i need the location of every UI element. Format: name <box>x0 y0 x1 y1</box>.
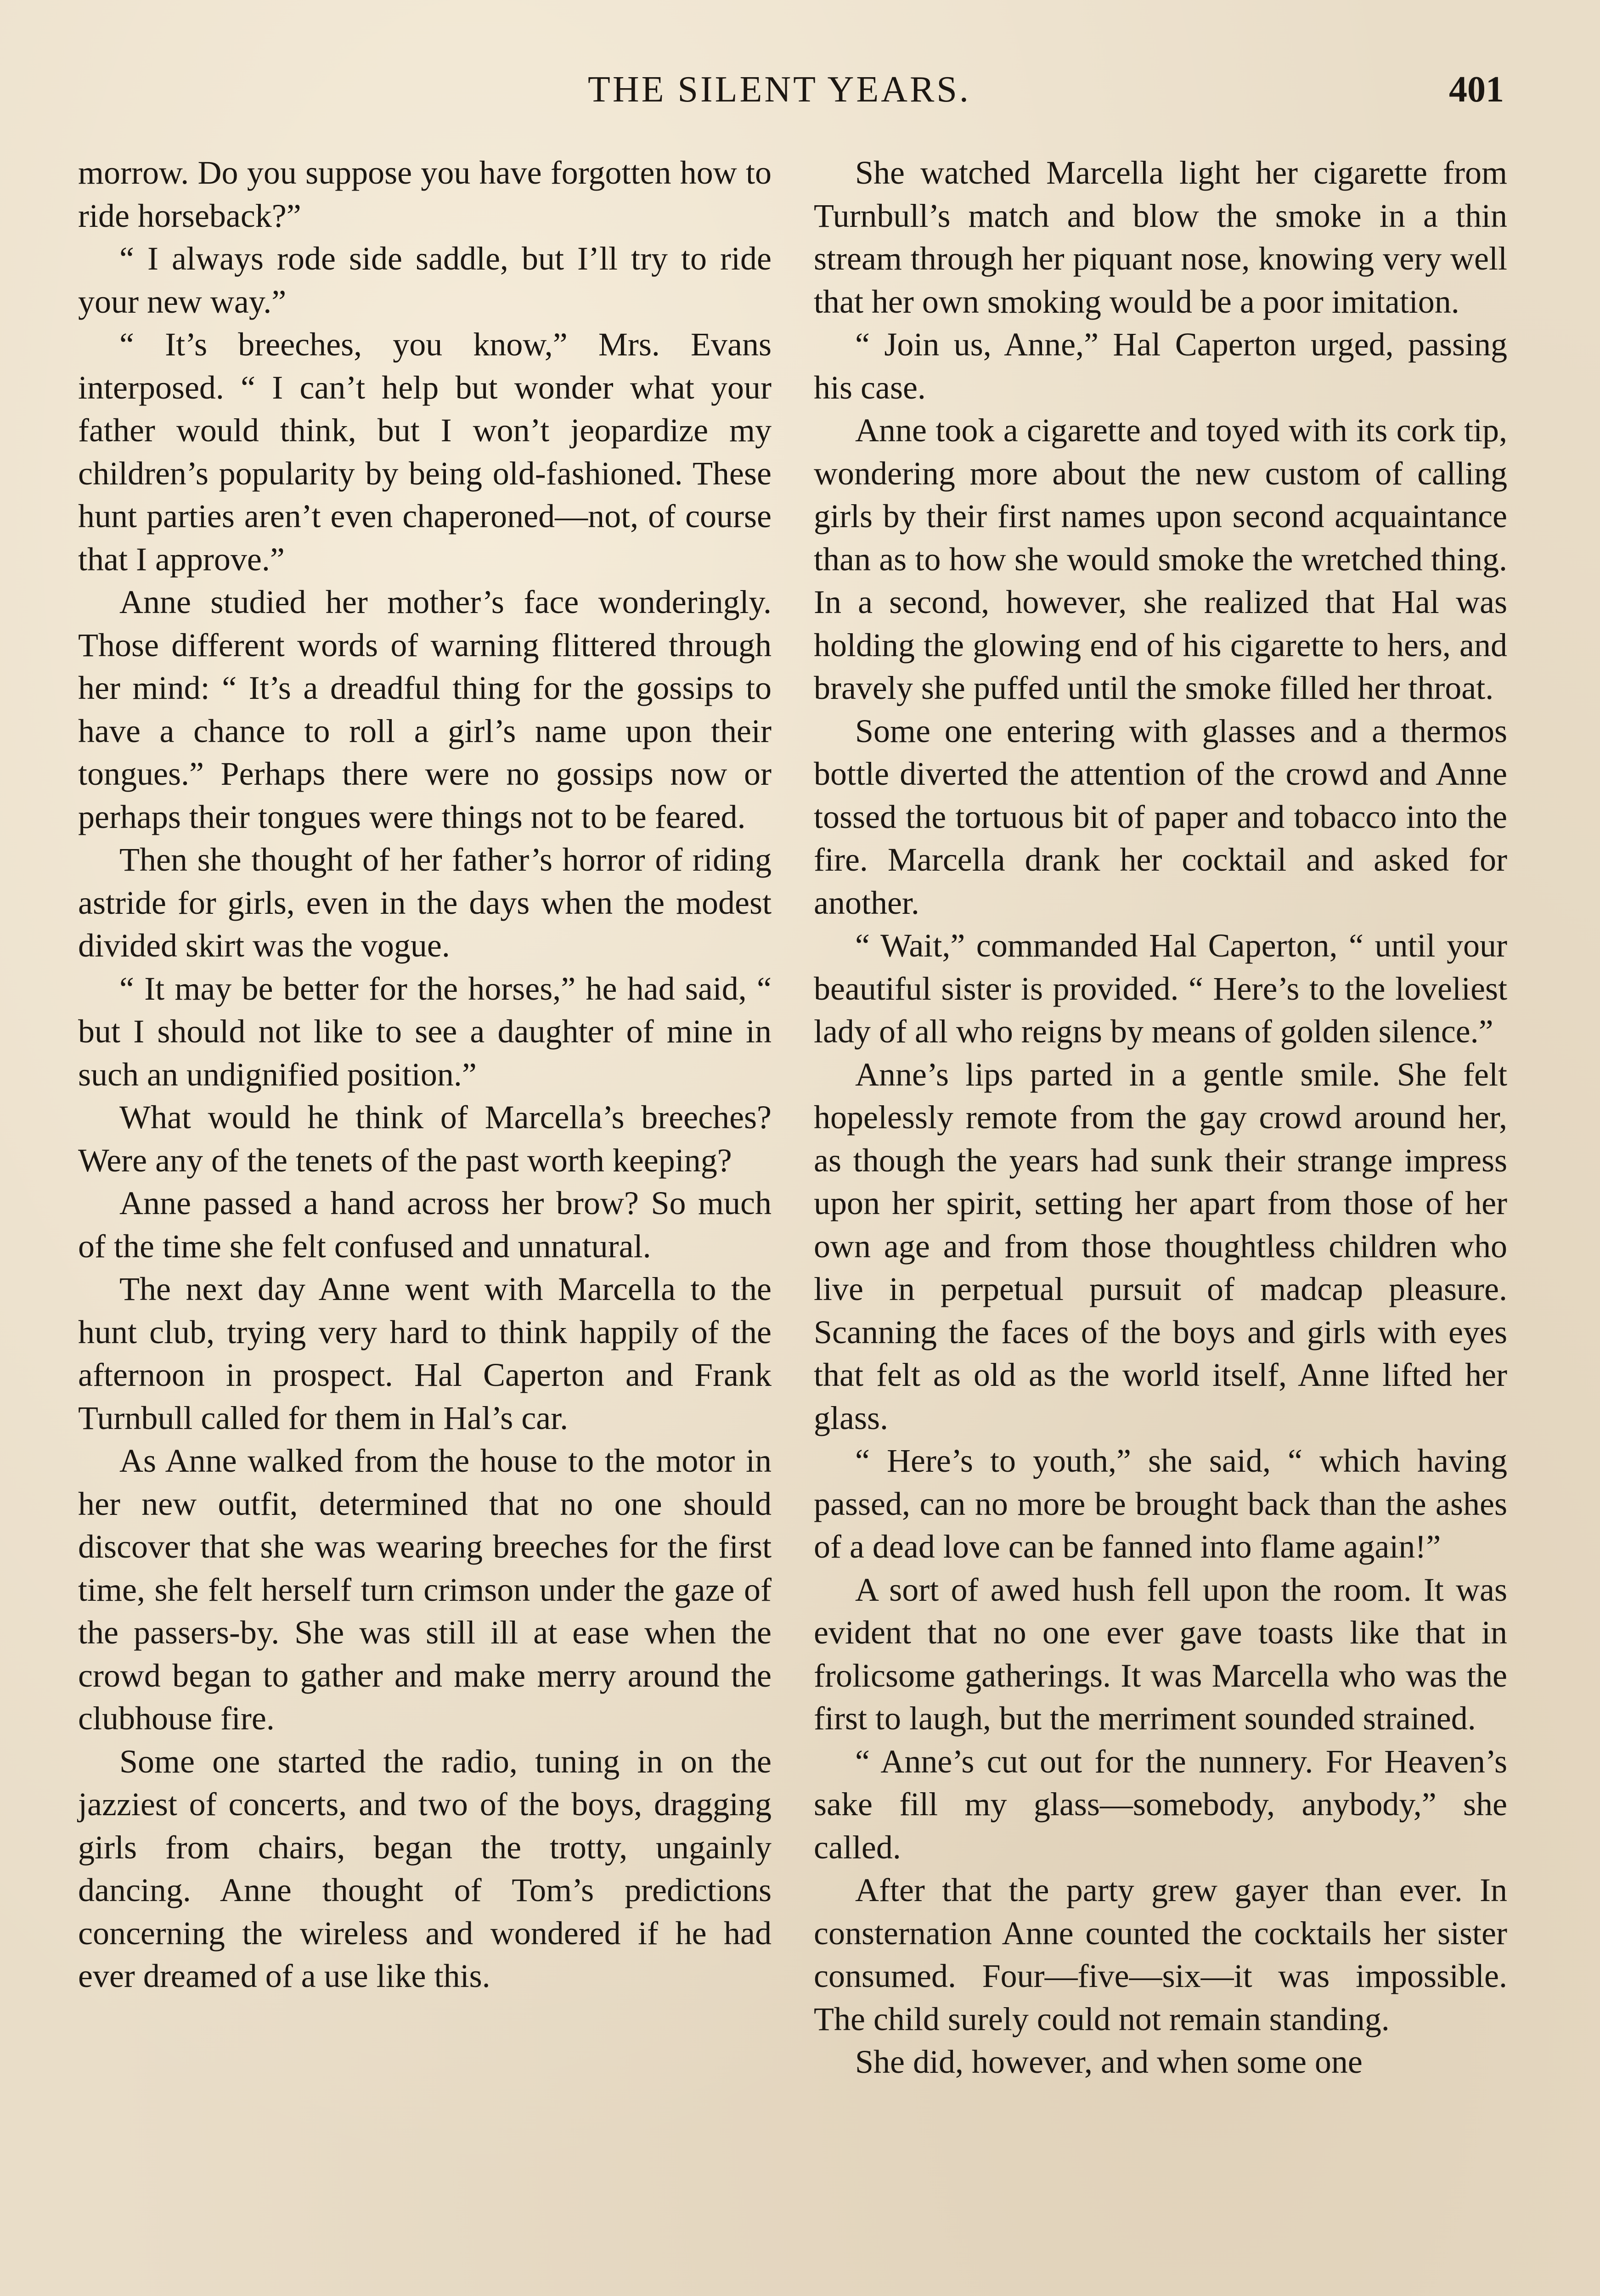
running-head: THE SILENT YEARS. <box>588 69 971 110</box>
paragraph: “ It may be better for the horses,” he had said, “ but I should not like to see a daughter of mine in such an undignified position.” <box>78 970 772 1093</box>
paragraph: Anne took a cigarette and toyed with its cork tip, wondering more about the new custom of calling girls by their first names upon second acquaintance than as to how she would smoke the wretched thing. In a second, however, she realized that Hal was holding the glowing end of his cigarette to hers, and bravely she puffed until the smoke filled her throat. <box>814 412 1507 706</box>
paragraph: “ Anne’s cut out for the nunnery. For Heaven’s sake fill my glass—somebody, anybody,” she called. <box>814 1743 1507 1866</box>
paragraph: morrow. Do you suppose you have forgotten how to ride horseback?” <box>78 154 772 234</box>
right-column <box>814 152 1507 2084</box>
paragraph: What would he think of Marcella’s breeches? Were any of the tenets of the past worth keeping? <box>78 1099 772 1179</box>
paragraph: Anne passed a hand across her brow? So much of the time she felt confused and unnatural. <box>78 1185 772 1265</box>
paragraph: “ It’s breeches, you know,” Mrs. Evans interposed. “ I can’t help but wonder what your father would think, but I won’t jeopardize my children’s popularity by being old-fashioned. These hunt parties aren’t even chaperoned—not, of course that I approve.” <box>78 326 772 578</box>
paragraph: “ I always rode side saddle, but I’ll try to ride your new way.” <box>78 240 772 320</box>
paragraph: She did, however, and when some one <box>855 2043 1363 2080</box>
paragraph: The next day Anne went with Marcella to the hunt club, trying very hard to think happily of the afternoon in prospect. Hal Caperton and Frank Turnbull called for them in Hal’s car. <box>78 1271 772 1436</box>
paragraph: Anne studied her mother’s face wonderingly. Those different words of warning flittered through her mind: “ It’s a dreadful thing for the gossips to have a chance to roll a girl’s name upon their tongues.” Perhaps there were no gossips now or perhaps their tongues were things not to be feared. <box>78 584 772 835</box>
paragraph: She watched Marcella light her cigarette from Turnbull’s match and blow the smoke in a thin stream through her piquant nose, knowing very well that her own smoking would be a poor imitation. <box>814 154 1507 320</box>
paragraph: “ Here’s to youth,” she said, “ which having passed, can no more be brought back than the ashes of a dead love can be fanned into flame again!” <box>814 1442 1507 1565</box>
paragraph: Some one entering with glasses and a thermos bottle diverted the attention of the crowd and Anne tossed the tortuous bit of paper and tobacco into the fire. Marcella drank her cocktail and asked for another. <box>814 712 1507 921</box>
left-column <box>78 152 772 1998</box>
paragraph: After that the party grew gayer than ever. In consternation Anne counted the cocktails her sister consumed. Four—five—six—it was impossible. The child surely could not remain standing. <box>814 1872 1507 2037</box>
page-header <box>78 69 1509 124</box>
paragraph: Some one started the radio, tuning in on the jazziest of concerts, and two of the boys, dragging girls from chairs, began the trotty, ungainly dancing. Anne thought of Tom’s predictions concerning the wireless and wondered if he had ever dreamed of a use like this. <box>78 1743 772 1994</box>
paragraph: Then she thought of her father’s horror of riding astride for girls, even in the days when the modest divided skirt was the vogue. <box>78 841 772 964</box>
page-number: 401 <box>1449 69 1504 110</box>
paragraph: Anne’s lips parted in a gentle smile. She felt hopelessly remote from the gay crowd around her, as though the years had sunk their strange impress upon her spirit, setting her apart from those of her own age and from those thoughtless children who live in perpetual pursuit of madcap pleasure. Scanning the faces of the boys and girls with eyes that felt as old as the world itself, Anne lifted her glass. <box>814 1056 1507 1436</box>
paragraph: “ Join us, Anne,” Hal Caperton urged, passing his case. <box>814 326 1507 406</box>
paragraph: As Anne walked from the house to the motor in her new outfit, determined that no one should discover that she was wearing breeches for the first time, she felt herself turn crimson under the gaze of the passers-by. She was still ill at ease when the crowd began to gather and make merry around the clubhouse fire. <box>78 1442 772 1737</box>
paragraph: A sort of awed hush fell upon the room. It was evident that no one ever gave toasts like that in frolicsome gatherings. It was Marcella who was the first to laugh, but the merriment sounded strained. <box>814 1571 1507 1737</box>
paragraph: “ Wait,” commanded Hal Caperton, “ until your beautiful sister is provided. “ Here’s to the loveliest lady of all who reigns by means of golden silence.” <box>814 927 1507 1050</box>
